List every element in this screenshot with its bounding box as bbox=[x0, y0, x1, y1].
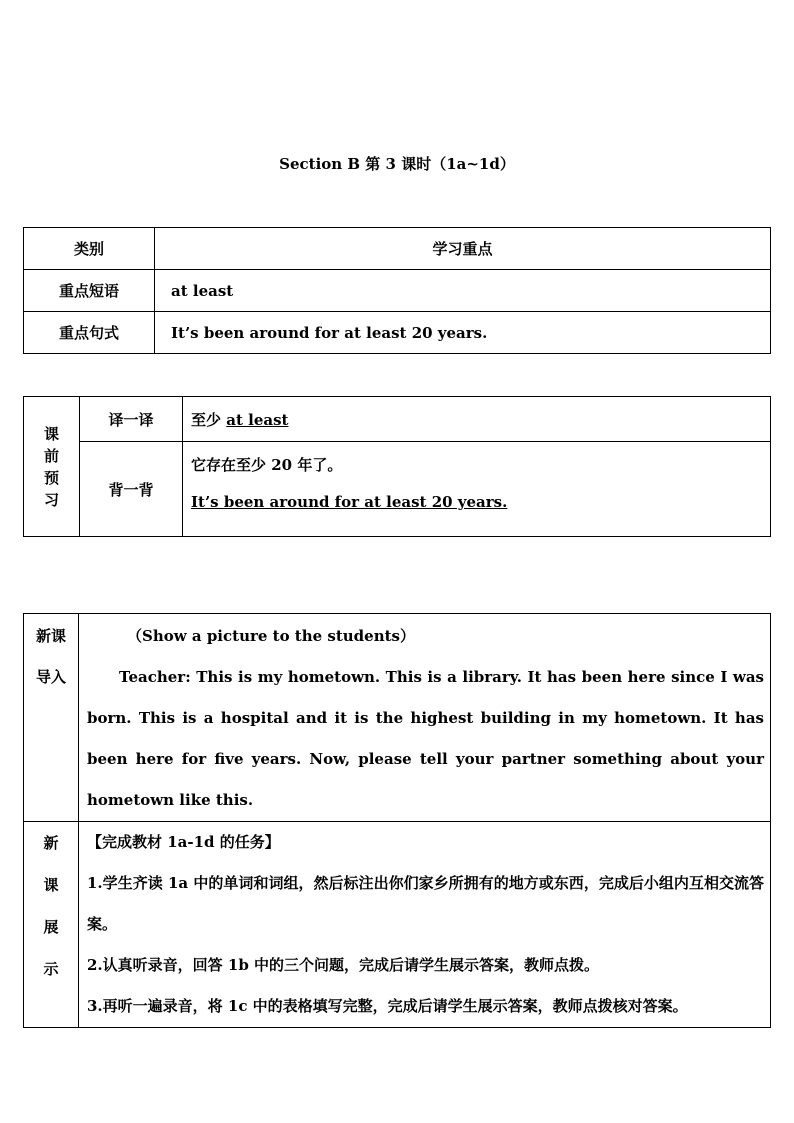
prompt-text: 至少 bbox=[191, 410, 222, 429]
row-value bbox=[183, 397, 771, 442]
row-label: 重点句式 bbox=[24, 312, 155, 354]
label-char: 展 bbox=[43, 918, 59, 936]
row-value: It’s been around for at least 20 years. bbox=[155, 312, 771, 354]
task-item: 3.再听一遍录音，将 1c 中的表格填写完整，完成后请学生展示答案，教师点拨核对答案。 bbox=[87, 997, 688, 1015]
table-row bbox=[24, 442, 771, 537]
row-label: 重点短语 bbox=[24, 270, 155, 312]
show-label bbox=[24, 822, 79, 1028]
row-value: at least bbox=[155, 270, 771, 312]
header-category: 类别 bbox=[24, 228, 155, 270]
intro-paragraph: Teacher: This is my hometown. This is a library. It has been here since I was born. This is a hospital and it is the highest building in my hometown. It has been here for five years. Now, please tell your partner something about your hometown like this. bbox=[87, 668, 764, 809]
table-row bbox=[24, 270, 771, 312]
key-points-table bbox=[23, 227, 771, 354]
prompt-text: 它存在至少 20 年了。 bbox=[191, 456, 343, 474]
answer-text: at least bbox=[226, 410, 289, 429]
side-char: 习 bbox=[43, 490, 59, 509]
intro-line: （Show a picture to the students） bbox=[127, 627, 415, 645]
label-line: 导入 bbox=[35, 668, 66, 686]
label-char: 课 bbox=[43, 876, 59, 894]
lesson-table bbox=[23, 613, 771, 1028]
table-row bbox=[24, 397, 771, 442]
preview-side-label bbox=[24, 397, 80, 537]
side-char: 预 bbox=[43, 468, 59, 487]
label-char: 新 bbox=[43, 834, 59, 852]
page-title: Section B 第 3 课时（1a~1d） bbox=[279, 155, 515, 173]
intro-row bbox=[24, 614, 771, 822]
show-row bbox=[24, 822, 771, 1028]
row-label: 译一译 bbox=[80, 397, 183, 442]
row-value bbox=[183, 442, 771, 537]
task-item: 2.认真听录音，回答 1b 中的三个问题，完成后请学生展示答案，教师点拨。 bbox=[87, 956, 600, 974]
intro-content bbox=[79, 614, 771, 822]
show-heading: 【完成教材 1a-1d 的任务】 bbox=[87, 833, 280, 851]
table-header-row bbox=[24, 228, 771, 270]
header-focus: 学习重点 bbox=[155, 228, 771, 270]
label-line: 新课 bbox=[35, 627, 66, 645]
show-content bbox=[79, 822, 771, 1028]
row-label: 背一背 bbox=[80, 442, 183, 537]
side-char: 前 bbox=[43, 446, 59, 465]
preview-table bbox=[23, 396, 771, 537]
intro-label bbox=[24, 614, 79, 822]
label-char: 示 bbox=[43, 960, 59, 978]
answer-text: It’s been around for at least 20 years. bbox=[191, 493, 508, 511]
task-item: 1.学生齐读 1a 中的单词和词组，然后标注出你们家乡所拥有的地方或东西，完成后小组内互相交流答案。 bbox=[87, 874, 764, 933]
side-char: 课 bbox=[43, 424, 59, 443]
table-row bbox=[24, 312, 771, 354]
